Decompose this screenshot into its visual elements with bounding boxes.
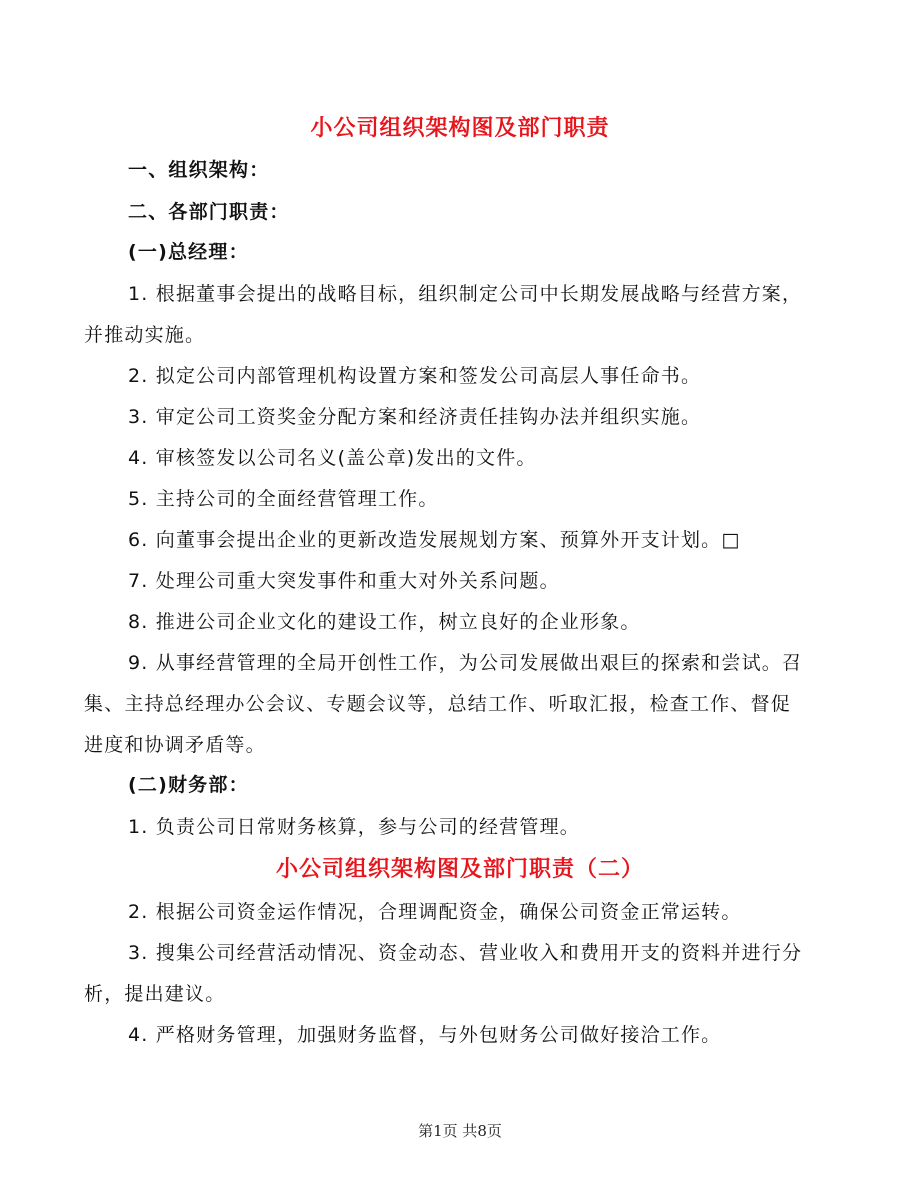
section-org-heading: 一、组织架构：	[128, 159, 270, 181]
gm-item-4: 4. 审核签发以公司名义(盖公章)发出的文件。	[128, 447, 537, 469]
finance-item-4: 4. 严格财务管理，加强财务监督，与外包财务公司做好接洽工作。	[128, 1024, 722, 1046]
gm-item-6: 6. 向董事会提出企业的更新改造发展规划方案、预算外开支计划。□	[128, 529, 741, 551]
finance-item-1: 1. 负责公司日常财务核算，参与公司的经营管理。	[128, 816, 580, 838]
gm-item-5: 5. 主持公司的全面经营管理工作。	[128, 488, 439, 510]
finance-heading: (二)财务部：	[128, 774, 249, 796]
gm-item-2: 2. 拟定公司内部管理机构设置方案和签发公司高层人事任命书。	[128, 365, 702, 387]
gm-item-9-line-1: 9. 从事经营管理的全局开创性工作，为公司发展做出艰巨的探索和尝试。召	[128, 652, 803, 674]
gm-item-1-line-2: 并推动实施。	[84, 324, 206, 346]
finance-item-3-line-2: 析，提出建议。	[84, 983, 226, 1005]
document-title: 小公司组织架构图及部门职责	[310, 115, 610, 141]
gm-item-9-line-3: 进度和协调矛盾等。	[84, 734, 266, 756]
gm-heading: (一)总经理：	[128, 241, 249, 263]
finance-item-2: 2. 根据公司资金运作情况，合理调配资金，确保公司资金正常运转。	[128, 901, 742, 923]
page-number: 第1页 共8页	[418, 1122, 502, 1140]
finance-item-3-line-1: 3. 搜集公司经营活动情况、资金动态、营业收入和费用开支的资料并进行分	[128, 942, 803, 964]
gm-item-3: 3. 审定公司工资奖金分配方案和经济责任挂钩办法并组织实施。	[128, 406, 702, 428]
gm-item-9-line-2: 集、主持总经理办公会议、专题会议等，总结工作、听取汇报，检查工作、督促	[84, 693, 792, 715]
gm-item-8: 8. 推进公司企业文化的建设工作，树立良好的企业形象。	[128, 611, 641, 633]
gm-item-1-line-1: 1. 根据董事会提出的战略目标，组织制定公司中长期发展战略与经营方案，	[128, 283, 803, 305]
document-subtitle: 小公司组织架构图及部门职责（二）	[275, 856, 644, 882]
section-duties-heading: 二、各部门职责：	[128, 201, 290, 223]
gm-item-7: 7. 处理公司重大突发事件和重大对外关系问题。	[128, 570, 560, 592]
